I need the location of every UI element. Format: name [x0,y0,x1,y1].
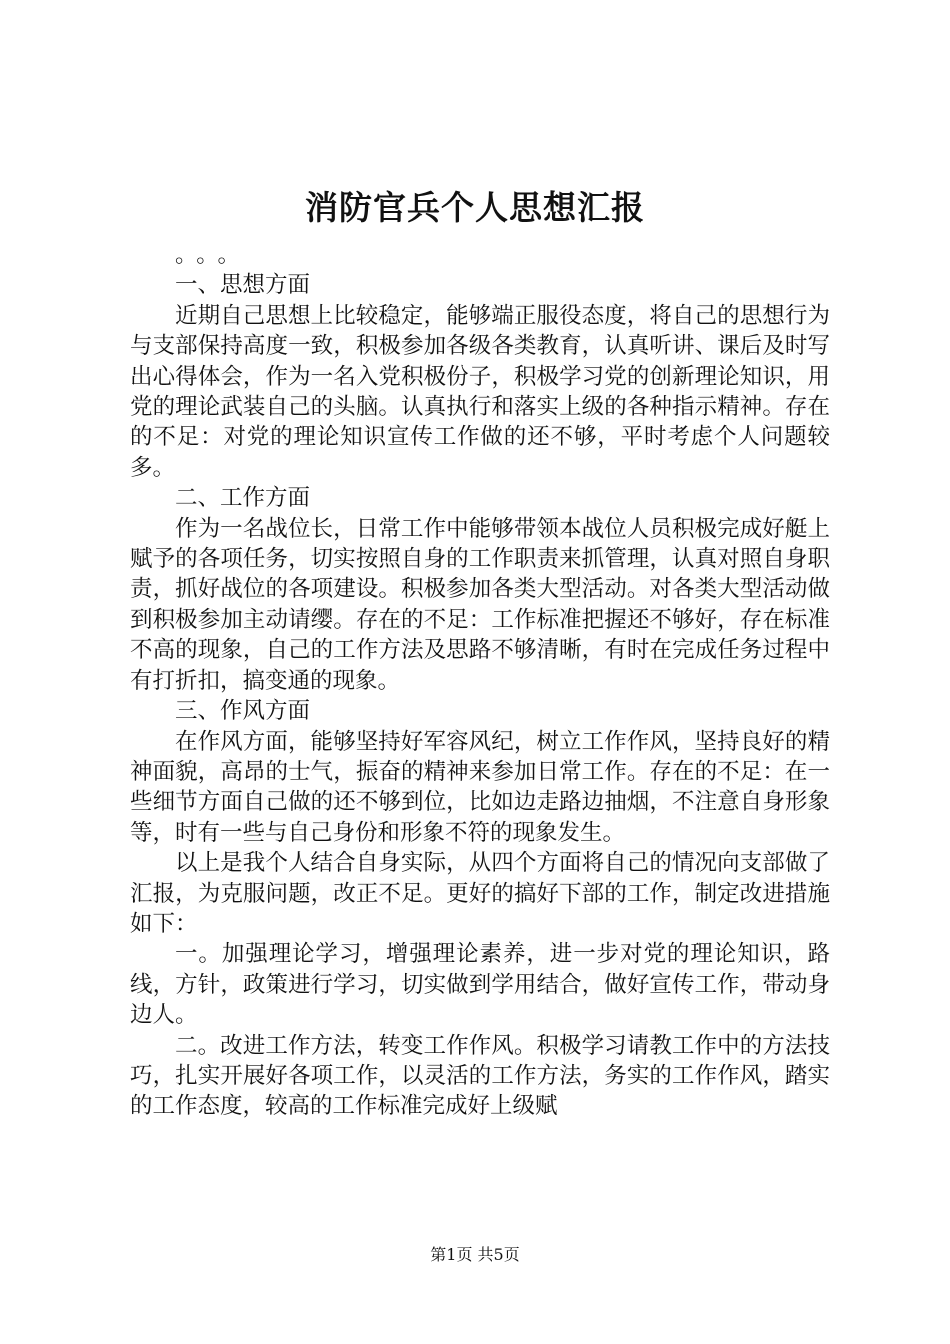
page-number-footer: 第1页 共5页 [430,1245,520,1264]
section-heading-style: 三、作风方面 [175,698,311,725]
paragraph-style: 在作风方面，能够坚持好军容风纪，树立工作作风，坚持良好的精神面貌，高昂的士气，振奋的精神来参加日常工作。存在的不足：在一些细节方面自己做的还不够到位，比如边走路边抽烟，不注意自身形象等，时有一些与自己身份和形象不符的现象发生。 [130,728,830,846]
ellipsis-line: 。。。 [175,242,251,268]
section-heading-thought: 一、思想方面 [175,272,311,299]
paragraph-thought: 近期自己思想上比较稳定，能够端正服役态度，将自己的思想行为与支部保持高度一致，积极参加各级各类教育，认真听讲、课后及时写出心得体会，作为一名入党积极份子，积极学习党的创新理论知识，用党的理论武装自己的头脑。认真执行和落实上级的各种指示精神。存在的不足：对党的理论知识宣传工作做的还不够，平时考虑个人问题较多。 [130,302,830,481]
measure-item-2: 二。改进工作方法，转变工作作风。积极学习请教工作中的方法技巧，扎实开展好各项工作，以灵活的工作方法，务实的工作作风，踏实的工作态度，较高的工作标准完成好上级赋 [130,1032,830,1120]
document-title: 消防官兵个人思想汇报 [305,188,645,227]
document-body [130,240,830,1122]
section-heading-work: 二、工作方面 [175,485,311,512]
paragraph-summary: 以上是我个人结合自身实际，从四个方面将自己的情况向支部做了汇报，为克服问题，改正不足。更好的搞好下部的工作，制定改进措施如下： [130,850,830,937]
paragraph-work: 作为一名战位长，日常工作中能够带领本战位人员积极完成好艇上赋予的各项任务，切实按照自身的工作职责来抓管理，认真对照自身职责，抓好战位的各项建设。积极参加各类大型活动。对各类大型活动做到积极参加主动请缨。存在的不足：工作标准把握还不够好，存在标准不高的现象，自己的工作方法及思路不够清晰，有时在完成任务过程中有打折扣，搞变通的现象。 [130,515,830,694]
measure-item-1: 一。加强理论学习，增强理论素养，进一步对党的理论知识，路线，方针，政策进行学习，切实做到学用结合，做好宣传工作，带动身边人。 [130,941,830,1029]
